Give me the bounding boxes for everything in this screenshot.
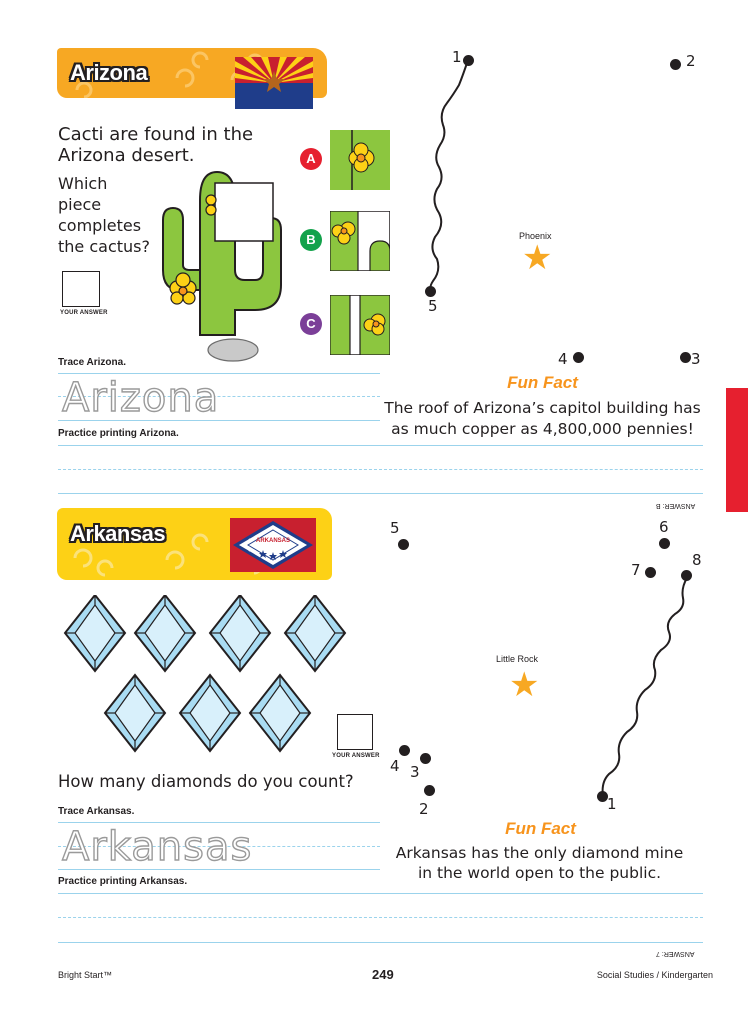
diamond-icon xyxy=(210,595,270,671)
arizona-prompt xyxy=(58,173,150,257)
diamond-icon xyxy=(180,675,240,751)
dot-point[interactable] xyxy=(573,352,584,363)
arkansas-practice-label: Practice printing Arkansas. xyxy=(58,876,188,887)
prompt-line: piece xyxy=(58,195,102,214)
side-tab xyxy=(726,388,748,512)
writing-line xyxy=(58,822,380,823)
arkansas-question: How many diamonds do you count? xyxy=(58,772,354,791)
dot-number: 1 xyxy=(452,48,462,66)
dot-number: 5 xyxy=(428,297,438,315)
dot-number: 4 xyxy=(390,757,400,775)
arizona-practice-label: Practice printing Arizona. xyxy=(58,428,179,439)
arkansas-fun-fact-line1: Arkansas has the only diamond mine xyxy=(395,844,684,862)
dot-point[interactable] xyxy=(659,538,670,549)
arizona-title: Arizona xyxy=(70,60,148,85)
writing-line xyxy=(58,469,703,470)
arizona-map-trace xyxy=(425,55,485,300)
arizona-fun-fact-line2: as much copper as 4,800,000 pennies! xyxy=(391,420,694,438)
arkansas-flag xyxy=(230,518,316,572)
arizona-answer-label: YOUR ANSWER xyxy=(60,310,108,316)
dot-number: 8 xyxy=(692,551,702,569)
writing-line xyxy=(58,893,703,894)
choice-c-badge[interactable]: C xyxy=(300,313,322,335)
arkansas-answer-key: ANSWER: 7 xyxy=(656,950,695,957)
dot-number: 7 xyxy=(631,561,641,579)
arkansas-title: Arkansas xyxy=(70,521,166,546)
choice-c-piece[interactable] xyxy=(330,295,390,355)
footer-subject: Social Studies / Kindergarten xyxy=(596,970,713,980)
arizona-fun-fact-line1: The roof of Arizona’s capitol building has xyxy=(384,399,701,417)
arkansas-trace-label: Trace Arkansas. xyxy=(58,806,135,817)
capital-star-icon: ★ xyxy=(522,238,553,278)
choice-b-badge[interactable]: B xyxy=(300,229,322,251)
arkansas-fun-fact-line2: in the world open to the public. xyxy=(417,864,662,882)
arkansas-answer-box[interactable] xyxy=(337,714,373,750)
dot-point[interactable] xyxy=(645,567,656,578)
dot-number: 3 xyxy=(410,763,420,781)
choice-b-piece[interactable] xyxy=(330,211,390,271)
writing-line xyxy=(58,445,703,446)
choice-a-badge[interactable]: A xyxy=(300,148,322,170)
prompt-line: the cactus? xyxy=(58,237,150,256)
prompt-line: completes xyxy=(58,216,142,235)
dot-point[interactable] xyxy=(420,753,431,764)
prompt-line: Which xyxy=(58,174,108,193)
dot-point[interactable] xyxy=(399,745,410,756)
dot-point[interactable] xyxy=(680,352,691,363)
arkansas-fun-fact-title: Fun Fact xyxy=(505,819,576,838)
arizona-fun-fact-title: Fun Fact xyxy=(507,373,578,392)
dot-number: 2 xyxy=(686,52,696,70)
footer-brand: Bright Start™ xyxy=(58,970,113,980)
dot-point[interactable] xyxy=(425,286,436,297)
arkansas-map-trace xyxy=(595,570,695,800)
writing-line xyxy=(58,942,703,943)
dot-number: 3 xyxy=(691,350,701,368)
dot-number: 4 xyxy=(558,350,568,368)
arizona-answer-key: ANSWER: B xyxy=(656,502,696,509)
dot-point[interactable] xyxy=(398,539,409,550)
dot-point[interactable] xyxy=(424,785,435,796)
cactus-illustration xyxy=(155,160,290,365)
diamond-icon xyxy=(65,595,125,671)
arkansas-answer-label: YOUR ANSWER xyxy=(332,753,380,759)
capital-star-icon: ★ xyxy=(509,665,540,705)
diamond-icon xyxy=(250,675,310,751)
writing-line xyxy=(58,493,703,494)
arizona-question-line1: Cacti are found in the xyxy=(58,124,254,145)
arizona-trace-word: Arizona xyxy=(62,375,220,421)
diamonds-group xyxy=(55,595,355,770)
dot-number: 6 xyxy=(659,518,669,536)
arizona-trace-label: Trace Arizona. xyxy=(58,357,126,368)
diamond-icon xyxy=(285,595,345,671)
dot-number: 1 xyxy=(607,795,617,813)
arizona-capital-label: Phoenix xyxy=(519,231,552,241)
dot-point[interactable] xyxy=(670,59,681,70)
arizona-answer-box[interactable] xyxy=(62,271,100,307)
arkansas-trace-word: Arkansas xyxy=(62,824,253,870)
dot-point[interactable] xyxy=(463,55,474,66)
diamond-icon xyxy=(105,675,165,751)
writing-line xyxy=(58,917,703,918)
dot-number: 2 xyxy=(419,800,429,818)
dot-number: 5 xyxy=(390,519,400,537)
writing-line xyxy=(58,373,380,374)
arizona-question-line2: Arizona desert. xyxy=(58,145,195,166)
dot-point[interactable] xyxy=(681,570,692,581)
flag-text: ARKANSAS xyxy=(255,538,291,544)
arkansas-capital-label: Little Rock xyxy=(496,654,539,664)
arizona-flag xyxy=(235,57,313,109)
page-number: 249 xyxy=(372,967,394,982)
diamond-icon xyxy=(135,595,195,671)
choice-a-piece[interactable] xyxy=(330,130,390,190)
